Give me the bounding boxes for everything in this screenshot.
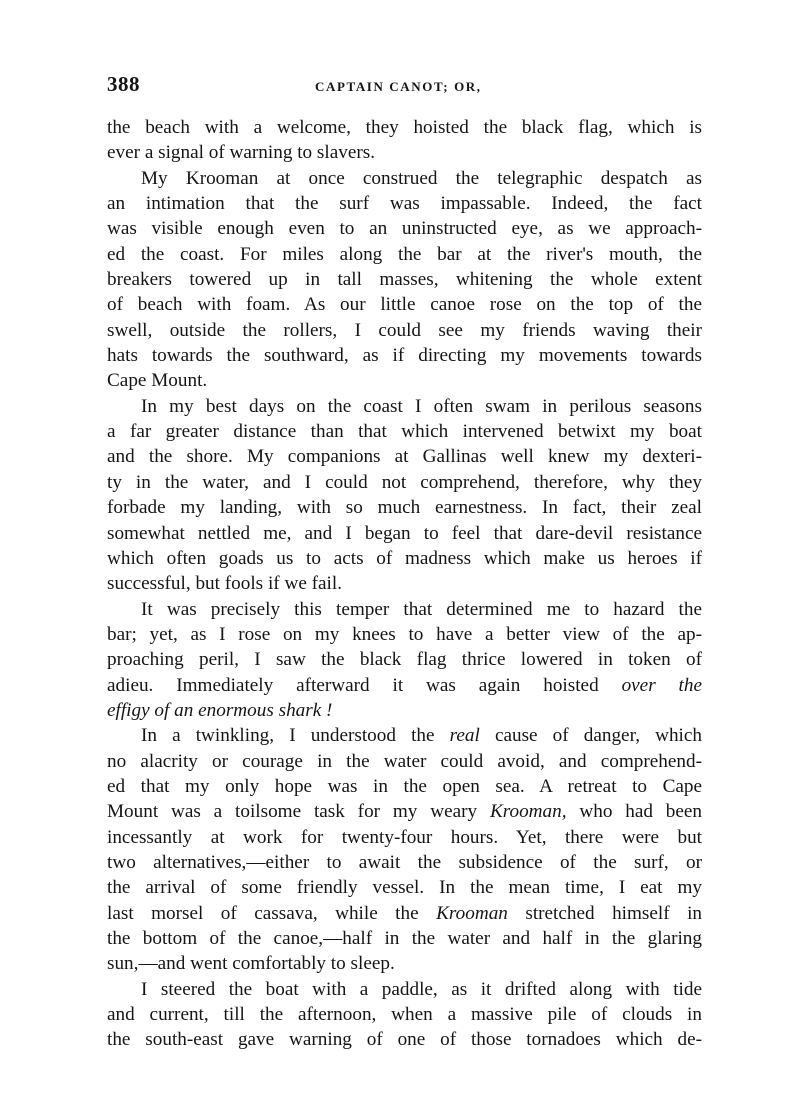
text-line: In my best days on the coast I often swam in perilous seasons [141, 395, 702, 417]
text-run: In a twinkling, I understood the [141, 725, 450, 747]
text-run: last morsel of cassava, while the [107, 902, 437, 924]
text-line: no alacrity or courage in the water could avoid, and comprehend- [107, 750, 702, 772]
text-run: stretched himself in [507, 902, 703, 924]
text-line: breakers towered up in tall masses, whitening the whole extent [107, 269, 702, 291]
text-line: a far greater distance than that which intervened betwixt my boat [107, 421, 702, 443]
text-line: the bottom of the canoe,—half in the water and half in the glaring [107, 928, 702, 949]
italic-word: Krooman, [489, 801, 567, 823]
italic-word: real [449, 725, 480, 747]
text-line [107, 723, 702, 748]
paragraph [107, 115, 702, 166]
text-line: incessantly at work for twenty-four hours. Yet, there were but [107, 826, 702, 848]
text-line: and the shore. My companions at Gallinas well knew my dexteri- [107, 446, 702, 468]
text-line: ever a signal of warning to slavers. [107, 142, 376, 164]
text-line: I steered the boat with a paddle, as it drifted along with tide [141, 978, 702, 1000]
page-number: 388 [107, 72, 140, 96]
text-line: two alternatives,—either to await the subsidence of the surf, or [107, 851, 702, 873]
text-line: and current, till the afternoon, when a massive pile of clouds in [107, 1004, 702, 1026]
paragraph [107, 394, 702, 597]
text-line: It was precisely this temper that determined me to hazard the [141, 598, 702, 620]
text-line: hats towards the southward, as if directing my movements towards [107, 345, 702, 367]
text-run: who had been [566, 801, 702, 823]
text-line: successful, but fools if we fail. [107, 573, 342, 595]
text-line: forbade my landing, with so much earnestness. In fact, their zeal [107, 497, 702, 519]
italic-phrase: over the [621, 674, 702, 696]
text-line: swell, outside the rollers, I could see my friends waving their [107, 319, 702, 341]
running-head [107, 72, 702, 100]
paragraph [107, 166, 702, 394]
text-line: the south-east gave warning of one of those tornadoes which de- [107, 1029, 702, 1051]
text-line: My Krooman at once construed the telegraphic despatch as [141, 167, 702, 189]
text-line [107, 673, 702, 698]
text-line: ed the coast. For miles along the bar at the river's mouth, the [107, 243, 702, 265]
italic-phrase: effigy of an enormous shark ! [107, 699, 333, 721]
text-line: the arrival of some friendly vessel. In the mean time, I eat my [107, 877, 702, 899]
text-run: Mount was a toilsome task for my weary [107, 801, 490, 823]
text-line: which often goads us to acts of madness which make us heroes if [107, 547, 702, 569]
text-line: the beach with a welcome, they hoisted the black flag, which is [107, 117, 702, 138]
paragraph [107, 723, 702, 976]
text-line: Cape Mount. [107, 370, 208, 392]
body-text [107, 115, 702, 1053]
text-line: of beach with foam. As our little canoe rose on the top of the [107, 294, 702, 316]
text-line: proaching peril, I saw the black flag thrice lowered in token of [107, 649, 702, 671]
text-run: adieu. Immediately afterward it was again hoisted [107, 674, 622, 696]
text-run: cause of danger, which [479, 725, 702, 747]
text-line [107, 901, 702, 926]
text-line: ed that my only hope was in the open sea. A retreat to Cape [107, 775, 702, 797]
paragraph [107, 597, 702, 724]
text-line [107, 799, 702, 824]
text-line: an intimation that the surf was impassable. Indeed, the fact [107, 193, 702, 215]
text-line [107, 698, 702, 723]
text-line: bar; yet, as I rose on my knees to have a better view of the ap- [107, 623, 702, 645]
text-line: ty in the water, and I could not comprehend, therefore, why they [107, 471, 702, 493]
text-line: sun,—and went comfortably to sleep. [107, 953, 395, 975]
text-line: somewhat nettled me, and I began to feel that dare-devil resistance [107, 522, 702, 544]
italic-word: Krooman [436, 902, 508, 924]
paragraph [107, 977, 702, 1053]
running-title: CAPTAIN CANOT; OR, [315, 79, 482, 94]
text-line: was visible enough even to an uninstructed eye, as we approach- [107, 218, 702, 240]
